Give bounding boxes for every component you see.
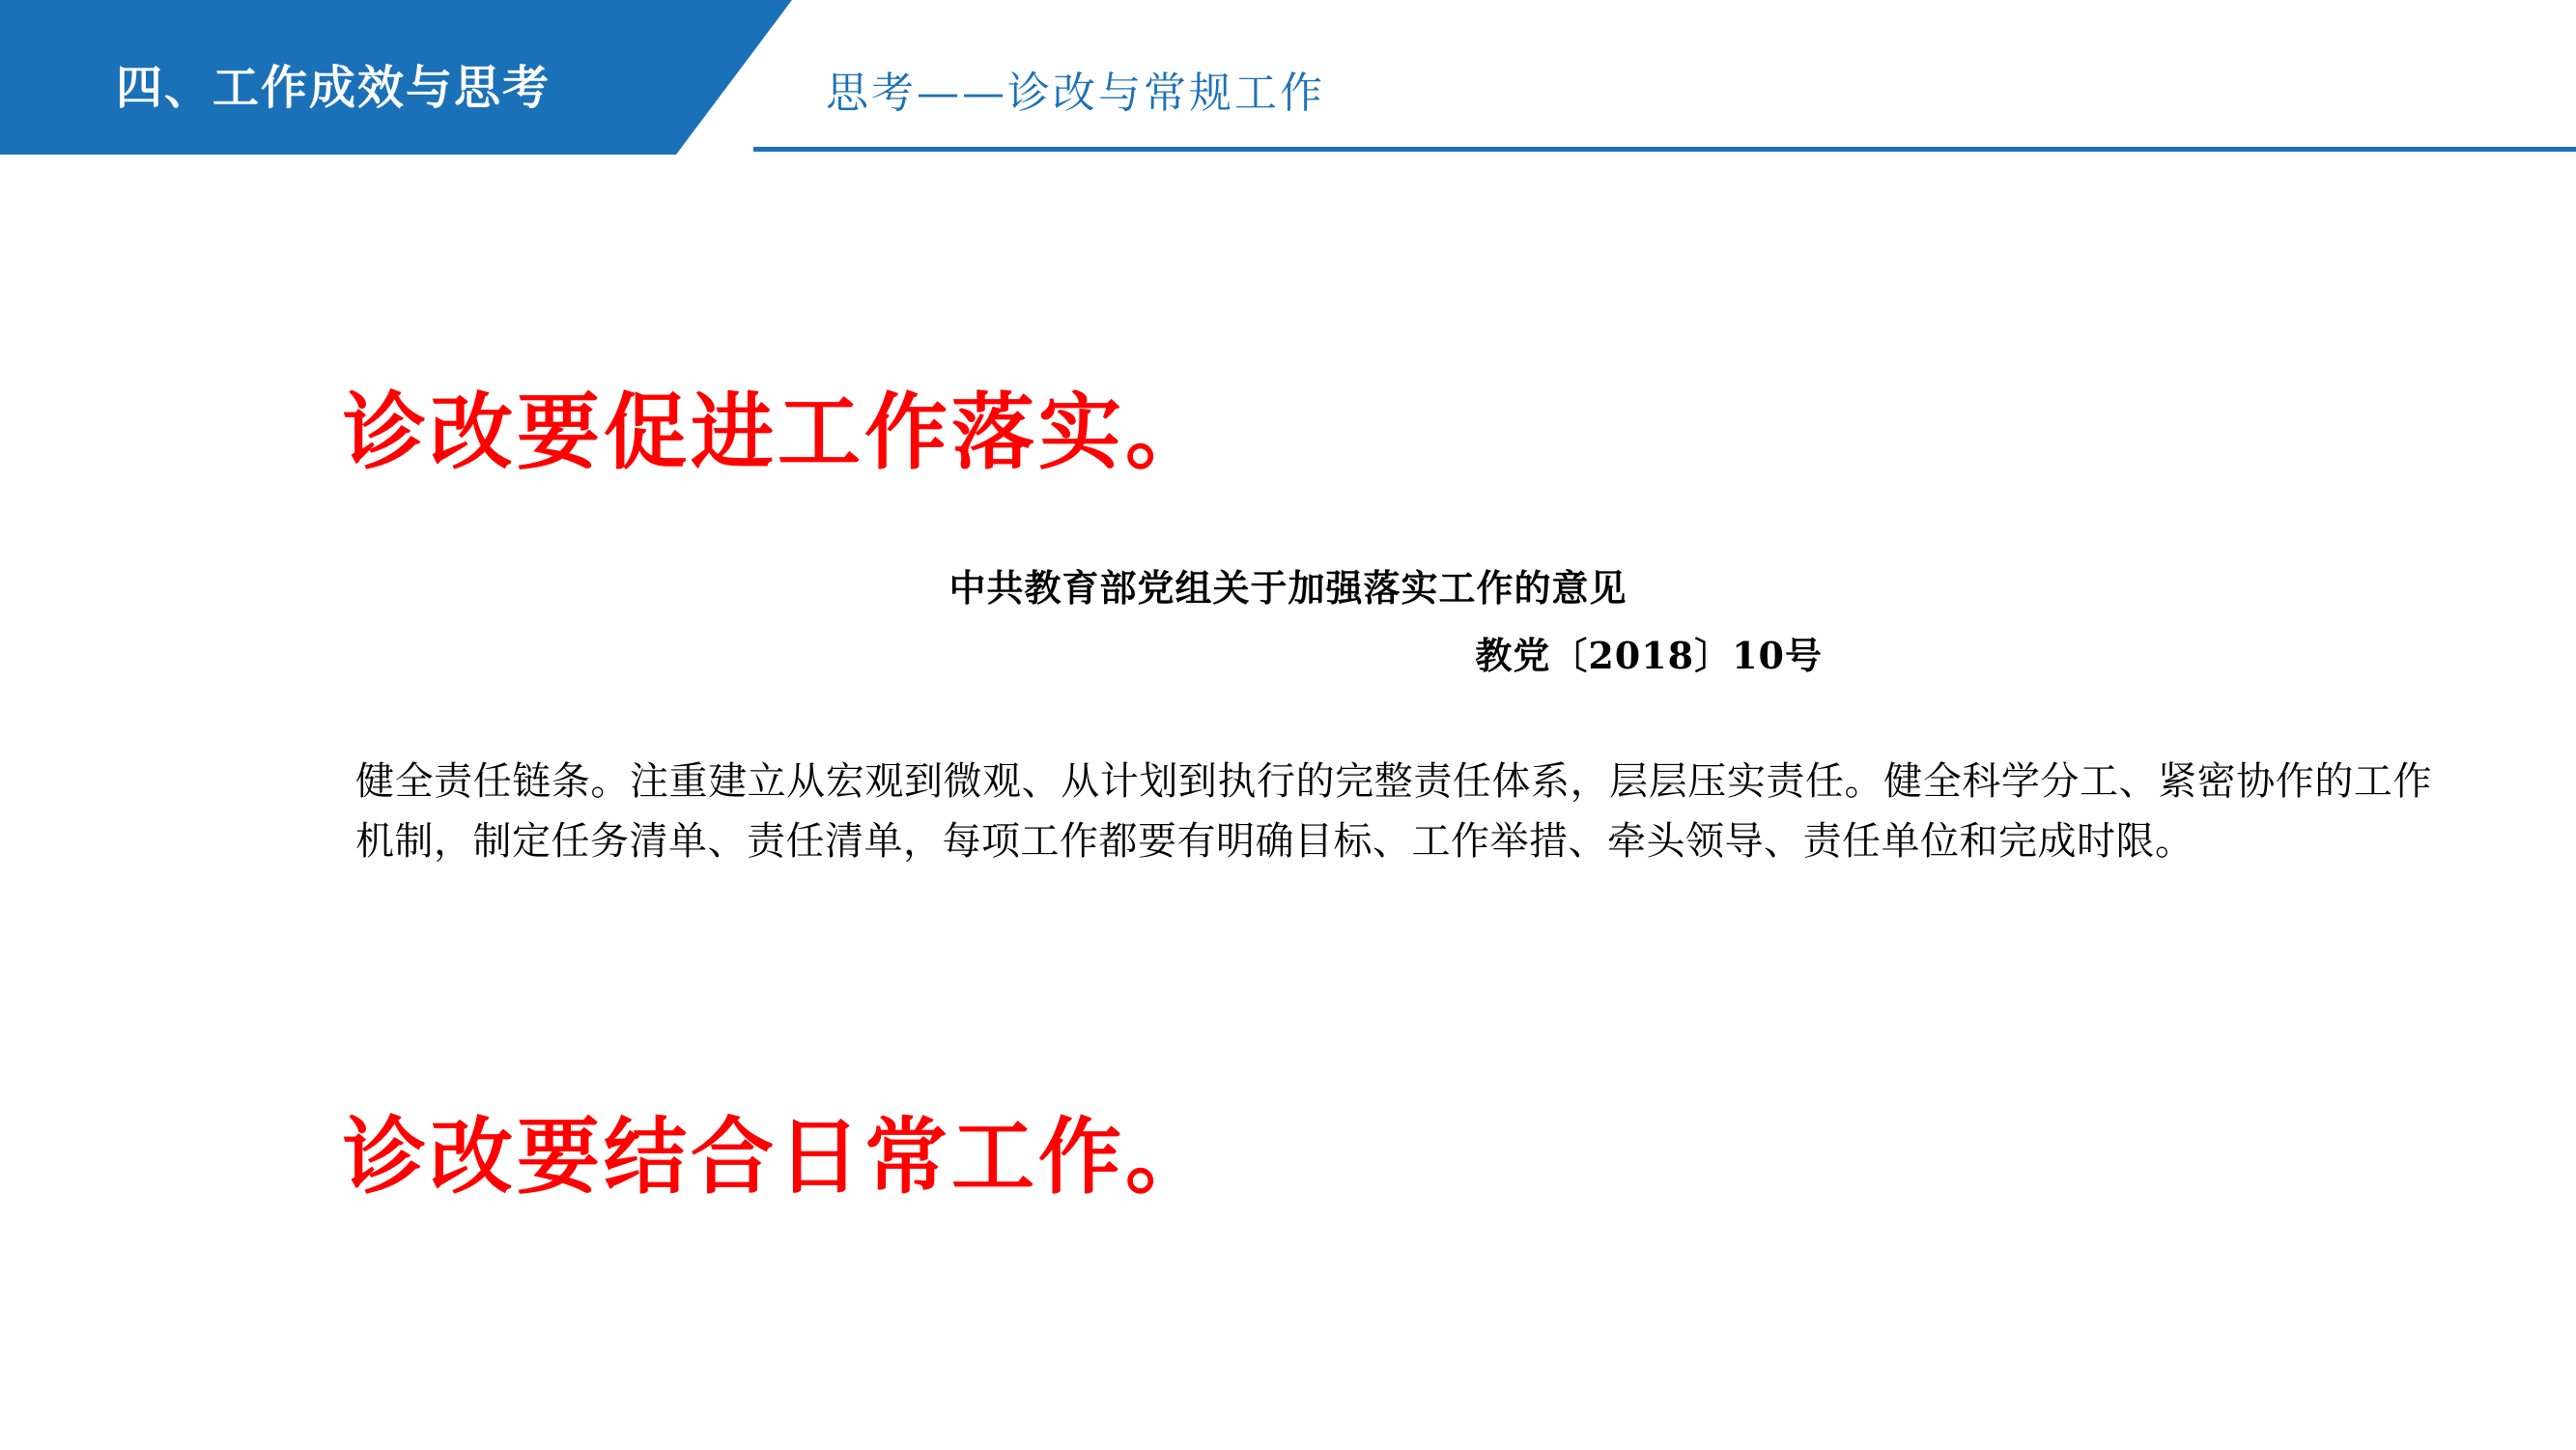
body-paragraph: 健全责任链条。注重建立从宏观到微观、从计划到执行的完整责任体系，层层压实责任。健全科学分工、紧密协作的工作机制，制定任务清单、责任清单，每项工作都要有明确目标、工作举措、牵头领导、责任单位和完成时限。 [355,759,2432,864]
headline-primary: 诊改要促进工作落实。 [343,384,1212,481]
headline-secondary: 诊改要结合日常工作。 [343,1109,1212,1206]
source-document-title: 中共教育部党组关于加强落实工作的意见 [948,566,1628,610]
slide-header [0,0,2576,172]
header-divider [753,147,2576,152]
slide-body [0,172,2576,1450]
slide-subtitle: 思考——诊改与常规工作 [826,69,1325,118]
section-tab-label: 四、工作成效与思考 [116,61,552,115]
source-document-number: 教党〔2018〕10号 [1475,634,1823,677]
